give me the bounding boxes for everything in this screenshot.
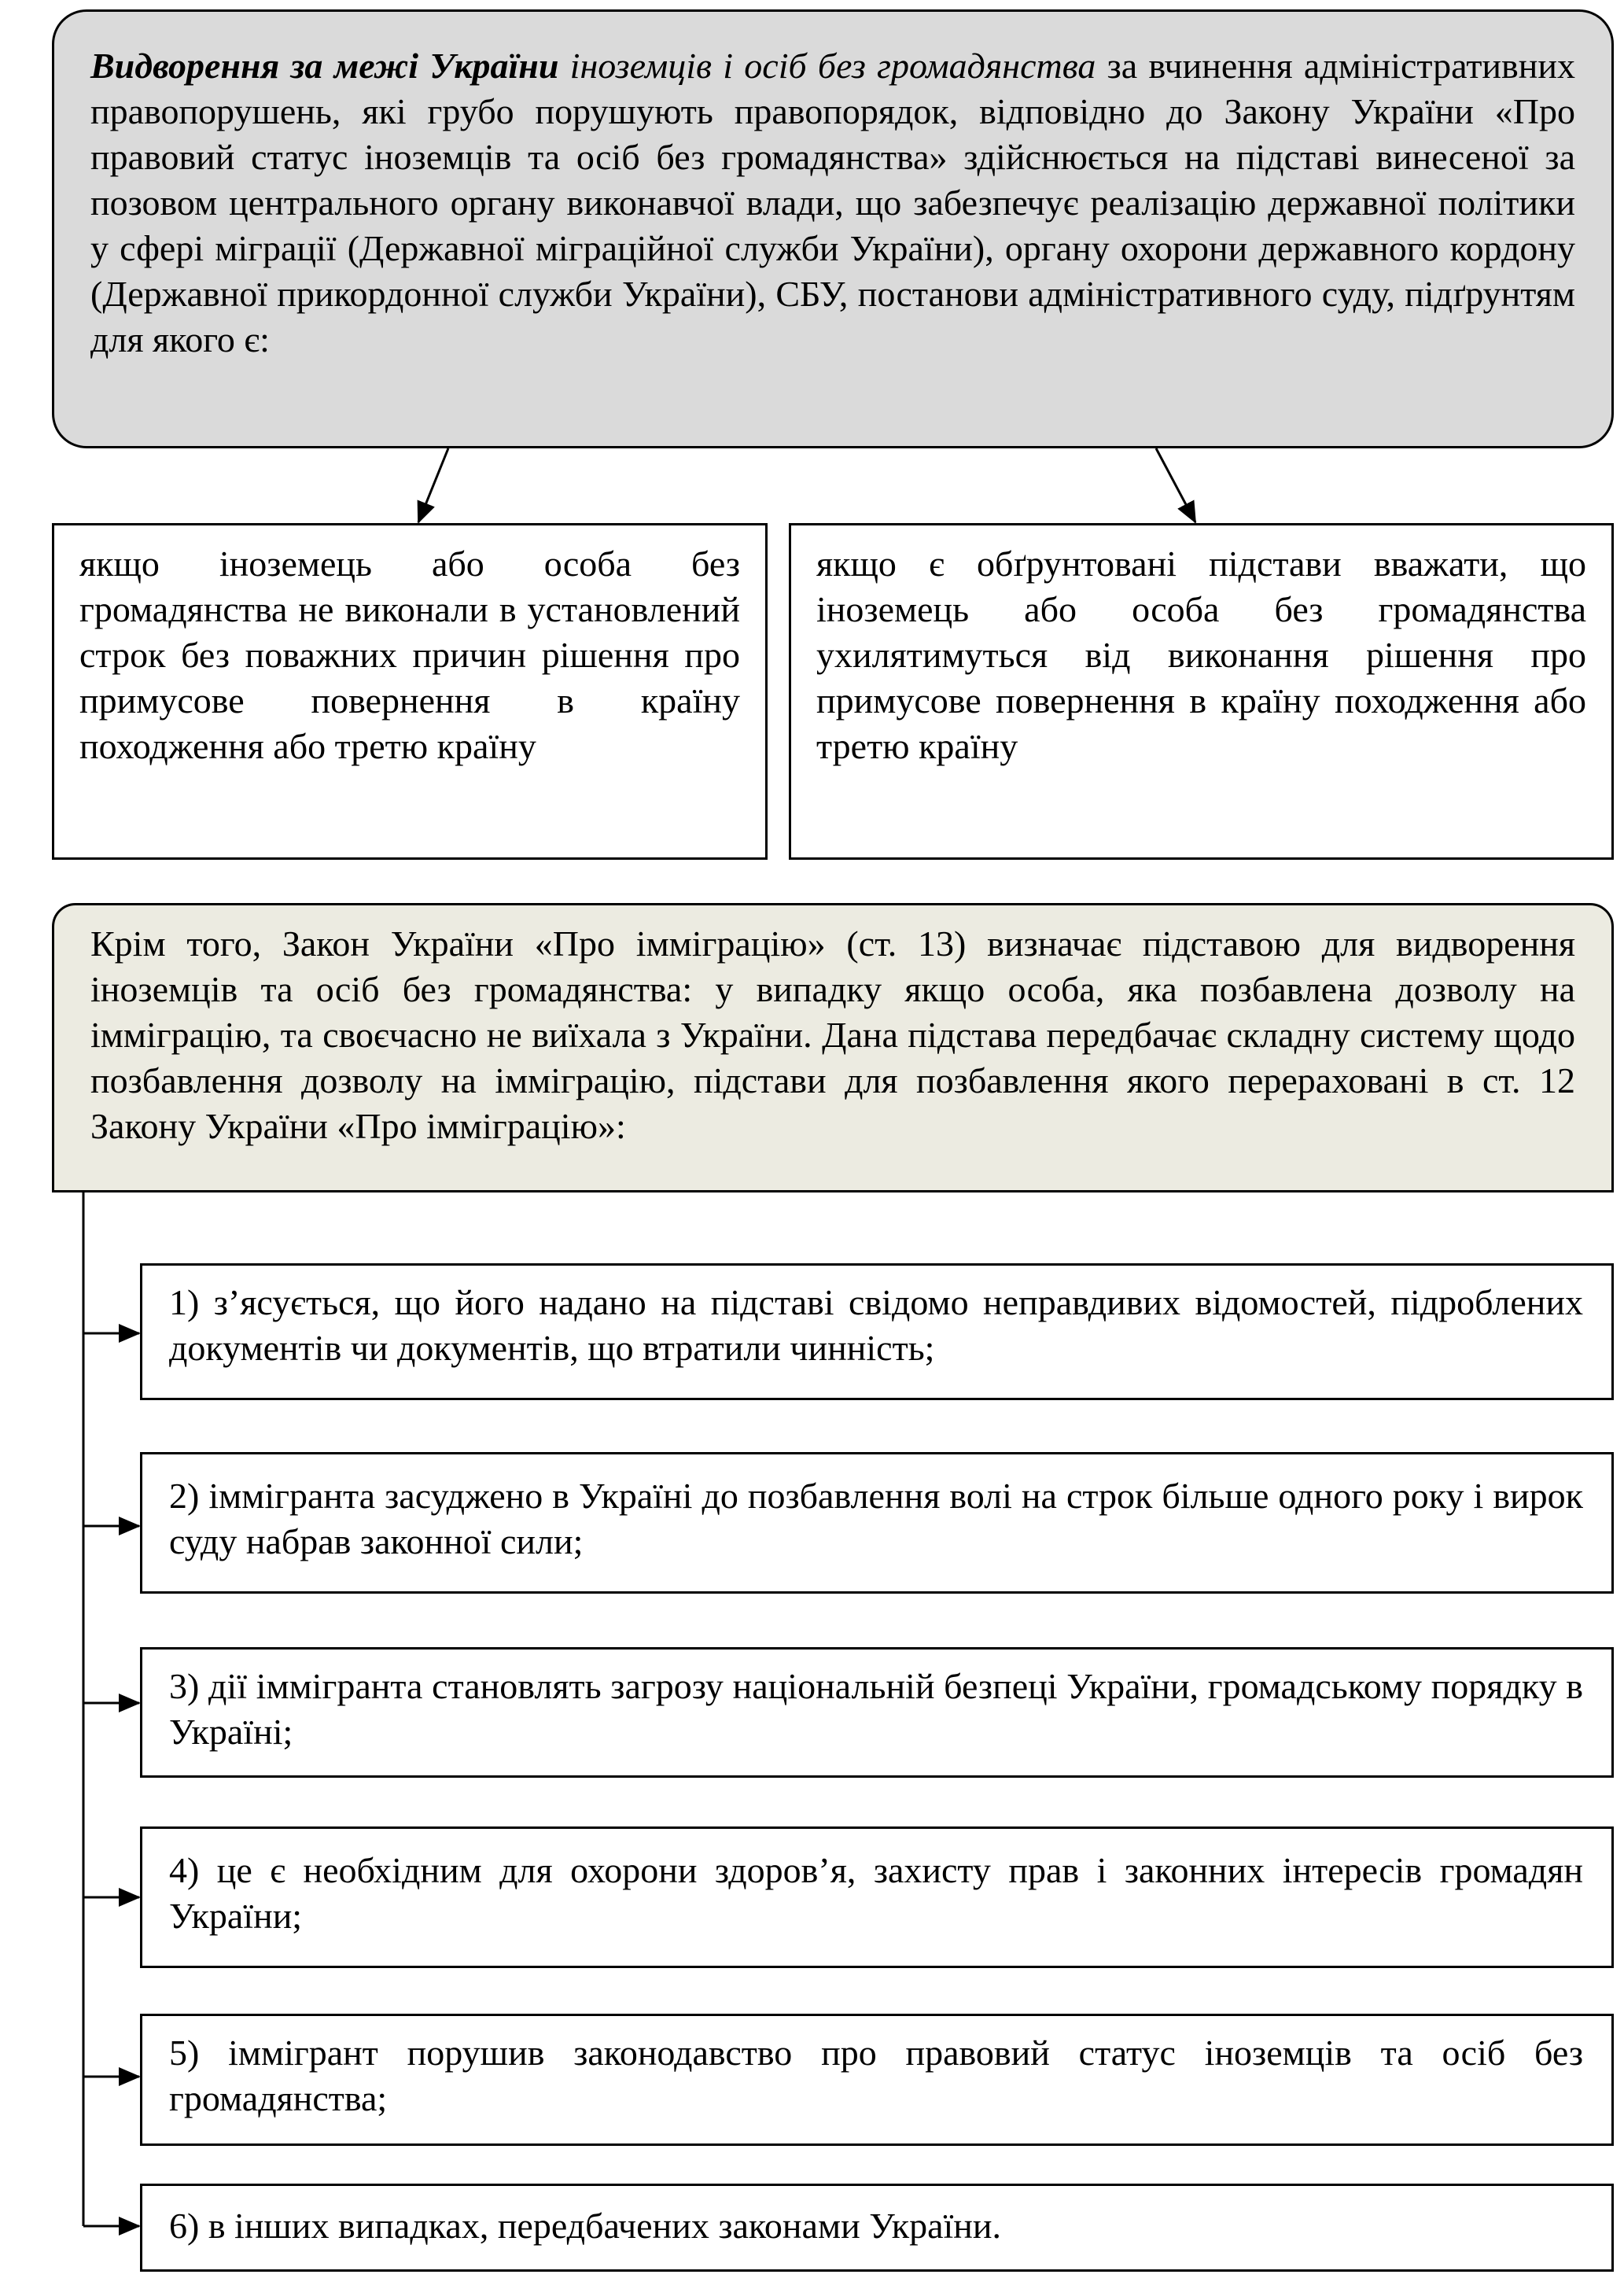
list-item-text: 5) іммігрант порушив законодавство про правовий статус іноземців та осіб без громадянства; <box>169 2033 1583 2118</box>
list-item <box>140 1452 1614 1594</box>
list-item-text: 6) в інших випадках, передбачених законами України. <box>169 2206 1001 2246</box>
list-item-text: 4) це є необхідним для охорони здоров’я, захисту прав і законних інтересів громадян України; <box>169 1850 1583 1936</box>
immigration-law-box <box>52 903 1614 1192</box>
arrow-to-right-ground <box>1156 448 1195 522</box>
immigration-law-text: Крім того, Закон України «Про імміграцію» (ст. 13) визначає підставою для видворення іноземців та осіб без громадянства: у випадку якщо особа, яка позбавлена дозволу на імміграцію, та своєчасно не виїхала з України. Дана підстава передбачає складну систему щодо позбавлення дозволу на імміграцію, підстави для позбавлення якого перераховані в ст. 12 Закону України «Про імміграцію»: <box>90 923 1575 1146</box>
list-item <box>140 2184 1614 2272</box>
ground-box-left <box>52 523 768 860</box>
expulsion-definition-box <box>52 9 1614 448</box>
list-item <box>140 1263 1614 1400</box>
arrow-to-left-ground <box>418 448 448 522</box>
ground-text-left: якщо іноземець або особа без громадянства не виконали в установлений строк без поважних причин рішення про примусове повернення в країну походження або третю країну <box>79 544 740 766</box>
expulsion-subject: іноземців і осіб без громадянства <box>569 46 1096 86</box>
ground-box-right <box>789 523 1614 860</box>
list-item <box>140 2014 1614 2146</box>
list-item-text: 3) дії іммігранта становлять загрозу національній безпеці України, громадському порядку в Україні; <box>169 1666 1583 1752</box>
expulsion-lead: Видворення за межі України <box>90 46 559 86</box>
expulsion-body: за вчинення адміністративних правопорушень, які грубо порушують правопорядок, відповідно до Закону України «Про правовий статус іноземців та осіб без громадянства» здійснюється на підставі винесеної за позовом центрального органу виконавчої влади, що забезпечує реалізацію державної політики у сфері міграції (Державної міграційної служби України), органу охорони державного кордону (Державної прикордонної служби України), СБУ, постанови адміністративного суду, підґрунтям для якого є: <box>90 46 1575 359</box>
list-item <box>140 1826 1614 1968</box>
ground-text-right: якщо є обґрунтовані підстави вважати, що іноземець або особа без громадянства ухилятимуться від виконання рішення про примусове повернення в країну походження або третю країну <box>816 544 1586 766</box>
list-item-text: 1) з’ясується, що його надано на підставі свідомо неправдивих відомостей, підроблених документів чи документів, що втратили чинність; <box>169 1282 1583 1368</box>
list-item <box>140 1647 1614 1778</box>
list-item-text: 2) іммігранта засуджено в Україні до позбавлення волі на строк більше одного року і вирок суду набрав законної сили; <box>169 1476 1583 1561</box>
